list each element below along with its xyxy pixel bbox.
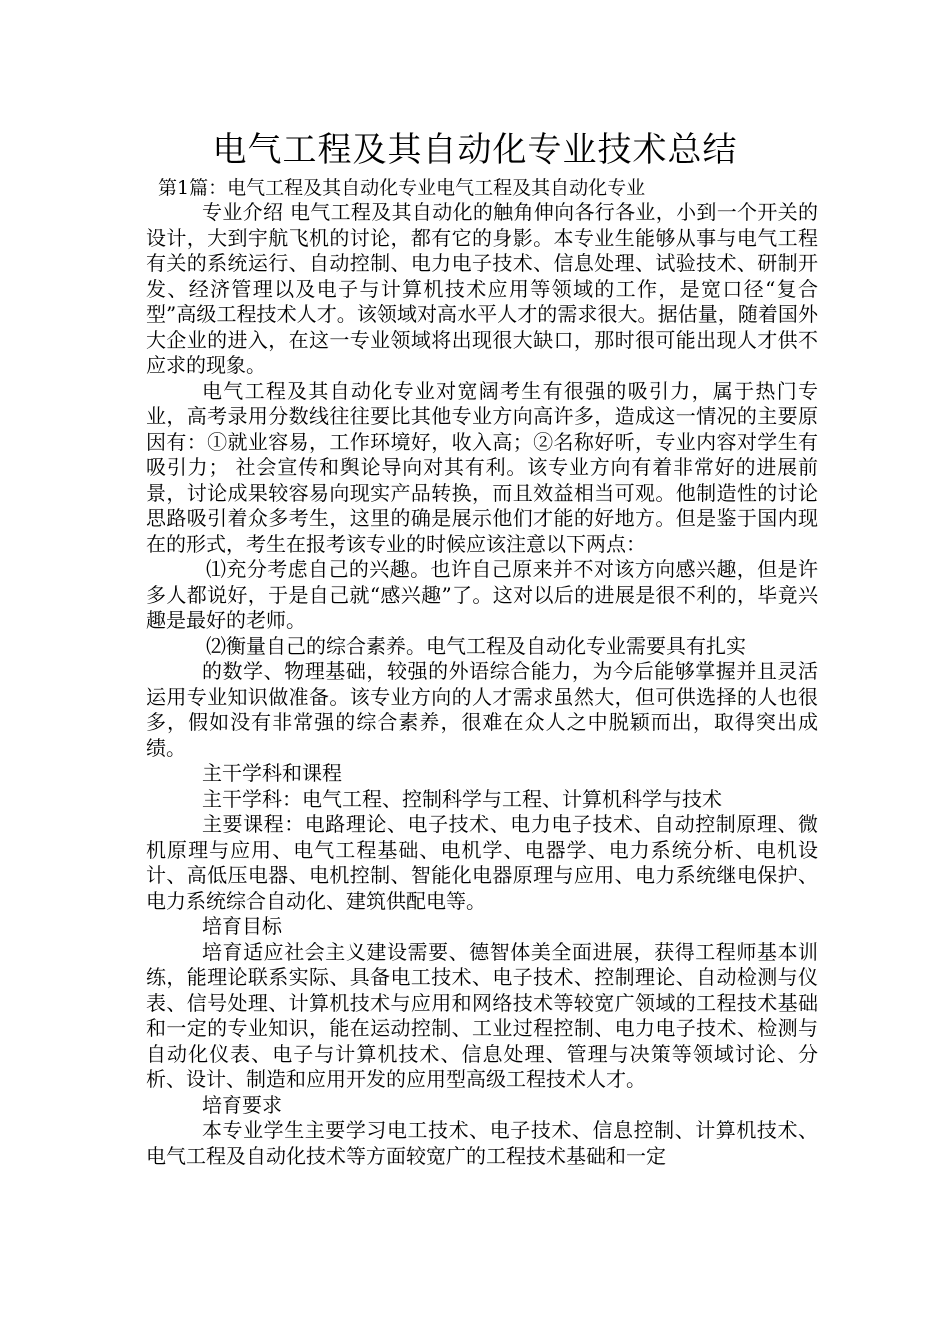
- paragraph-main-disciplines: 主干学科：电气工程、控制科学与工程、计算机科学与技术: [202, 786, 722, 811]
- document-title: 电气工程及其自动化专业技术总结: [212, 130, 738, 170]
- paragraph-point-1: ⑴充分考虑自己的兴趣。也许自己原来并不对该方向感兴趣，但是许多人都说好，于是自己就“感兴趣”了。这对以后的进展是很不利的，毕竟兴趣是最好的老师。: [146, 557, 818, 632]
- paragraph-main-courses: 主要课程：电路理论、电子技术、电力电子技术、自动控制原理、微机原理与应用、电气工程基础、电机学、电器学、电力系统分析、电机设计、高低压电器、电机控制、智能化电器原理与应用、电力系统继电保护、电力系统综合自动化、建筑供配电等。: [146, 812, 818, 913]
- heading-requirements: 培育要求: [202, 1092, 282, 1117]
- paragraph-appeal: 电气工程及其自动化专业对宽阔考生有很强的吸引力，属于热门专业，高考录用分数线往往要比其他专业方向高许多，造成这一情况的主要原因有：①就业容易，工作环境好，收入高；②名称好听，专业内容对学生有吸引力； 社会宣传和舆论导向对其有利。该专业方向有着非常好的进展前景，讨论成果较容易向现实产品转换，而且效益相当可观。他制造性的讨论思路吸引着众多考生，这里的确是展示他们才能的好地方。但是鉴于国内现在的形式，考生在报考该专业的时候应该注意以下两点：: [146, 378, 818, 556]
- paragraph-intro: 专业介绍 电气工程及其自动化的触角伸向各行各业，小到一个开关的设计，大到宇航飞机的讨论，都有它的身影。本专业生能够从事与电气工程有关的系统运行、自动控制、电力电子技术、信息处理、试验技术、研制开发、经济管理以及电子与计算机技术应用等领域的工作，是宽口径“复合型”高级工程技术人才。该领域对高水平人才的需求很大。据估量，随着国外大企业的进入，在这一专业领域将出现很大缺口，那时很可能出现人才供不应求的现象。: [146, 200, 818, 377]
- paragraph-goals: 培育适应社会主义建设需要、德智体美全面进展，获得工程师基本训练，能理论联系实际、具备电工技术、电子技术、控制理论、自动检测与仪表、信号处理、计算机技术与应用和网络技术等较宽广领域的工程技术基础和一定的专业知识，能在运动控制、工业过程控制、电力电子技术、检测与自动化仪表、电子与计算机技术、信息处理、管理与决策等领域讨论、分析、设计、制造和应用开发的应用型高级工程技术人才。: [146, 939, 818, 1091]
- paragraph-point-2: ⑵衡量自己的综合素养。电气工程及自动化专业需要具有扎实: [206, 633, 746, 658]
- heading-goals: 培育目标: [202, 914, 282, 938]
- paragraph-point-2-cont: 的数学、物理基础，较强的外语综合能力，为今后能够掌握并且灵活运用专业知识做准备。该专业方向的人才需求虽然大，但可供选择的人也很多，假如没有非常强的综合素养，很难在众人之中脱颖而出，取得突出成绩。: [146, 659, 818, 760]
- paragraph-requirements: 本专业学生主要学习电工技术、电子技术、信息控制、计算机技术、电气工程及自动化技术等方面较宽广的工程技术基础和一定: [146, 1118, 818, 1168]
- heading-disciplines: 主干学科和课程: [202, 761, 342, 785]
- document-subtitle: 第1篇：电气工程及其自动化专业电气工程及其自动化专业: [158, 177, 646, 199]
- document-body: [146, 200, 818, 1169]
